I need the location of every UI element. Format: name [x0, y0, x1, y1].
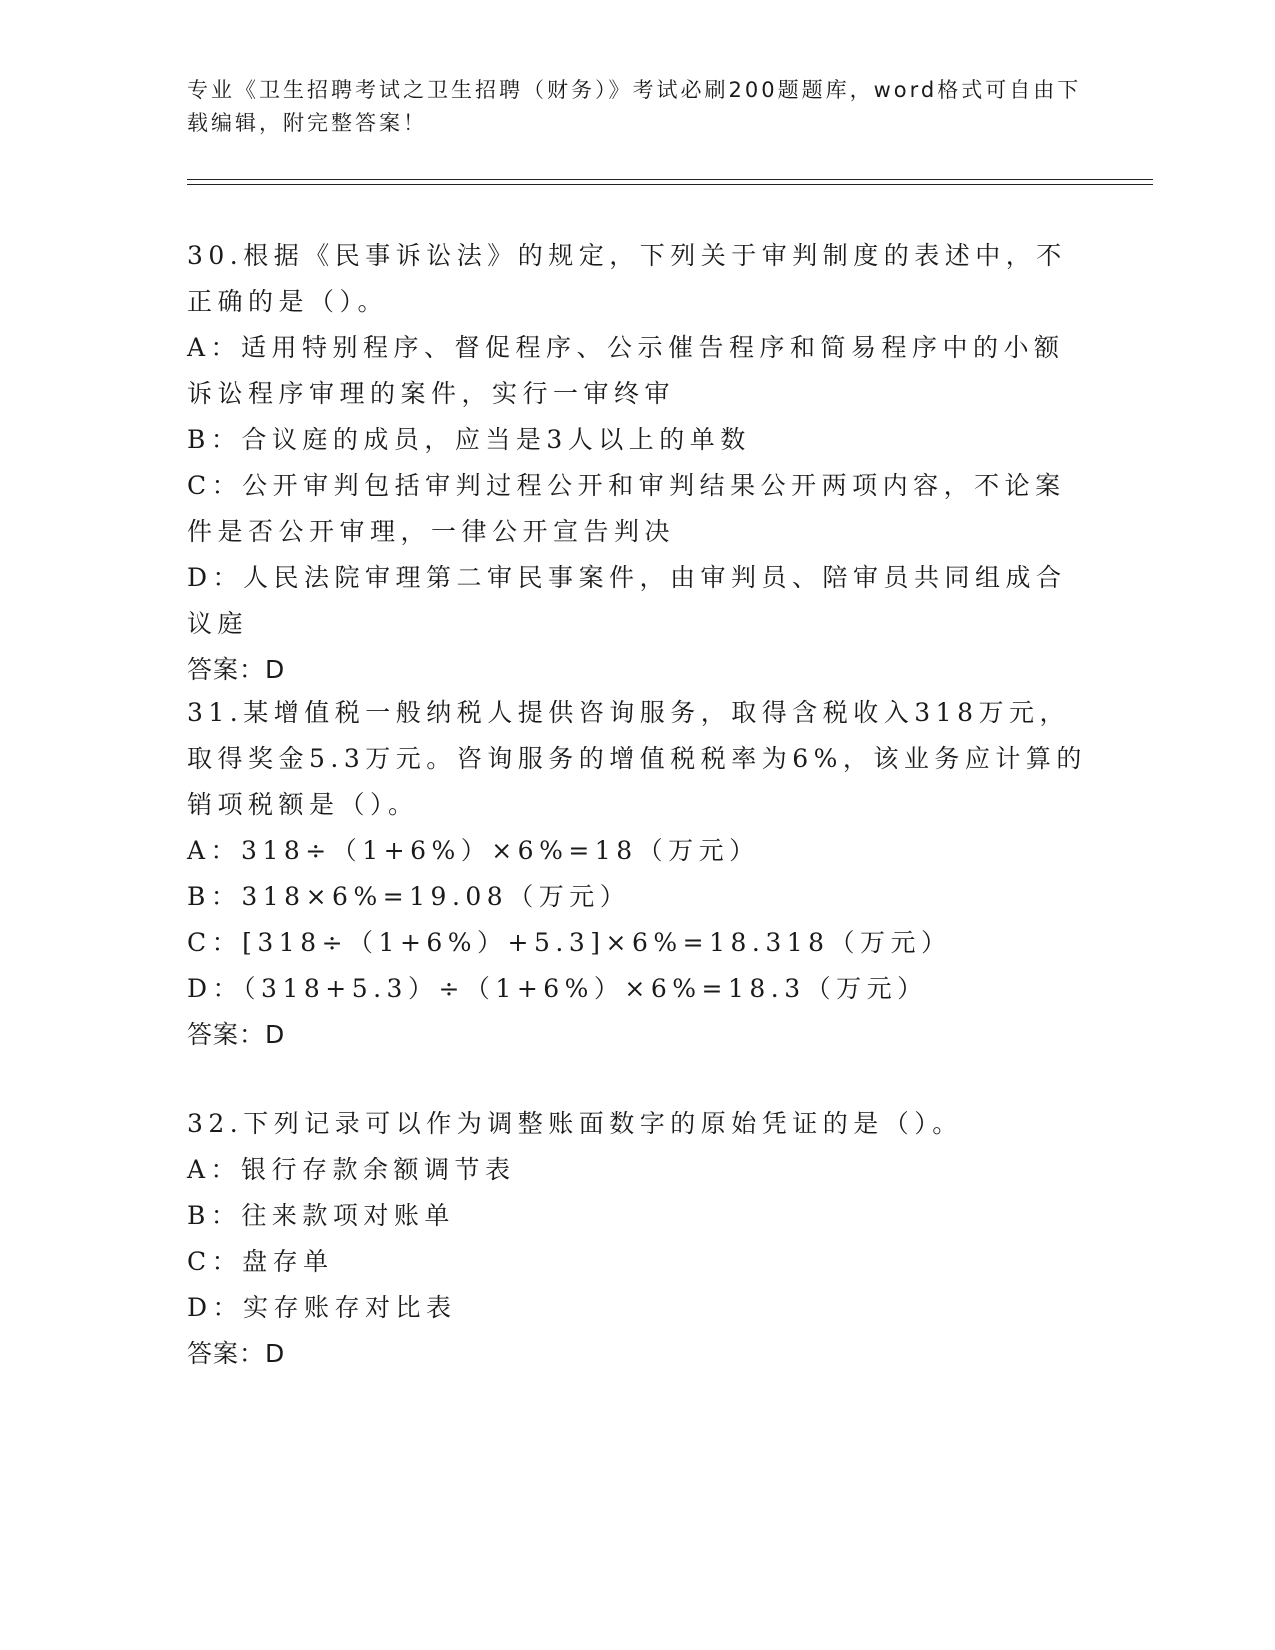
question-stem: 32.下列记录可以作为调整账面数字的原始凭证的是（）。: [187, 1109, 963, 1138]
document-header: 专业《卫生招聘考试之卫生招聘（财务）》考试必刷200题题库，word格式可自由下载编辑，附完整答案！: [187, 78, 1082, 135]
option-d: D：实存账存对比表: [187, 1293, 457, 1322]
header-rule-top: [187, 179, 1153, 180]
header-rule-bottom: [187, 184, 1153, 185]
option-c: C：公开审判包括审判过程公开和审判结果公开两项内容，不论案件是否公开审理，一律公开宣告判决: [187, 471, 1066, 546]
question-32: [187, 1101, 1087, 1377]
answer-line: 答案：D: [187, 1020, 286, 1049]
option-a: A：318÷（1+6%）×6%=18（万元）: [187, 836, 760, 865]
option-b: B：合议庭的成员，应当是3人以上的单数: [187, 425, 751, 454]
option-a: A：银行存款余额调节表: [187, 1155, 516, 1184]
question-stem: 31.某增值税一般纳税人提供咨询服务，取得含税收入318万元，取得奖金5.3万元。咨询服务的增值税税率为6%，该业务应计算的销项税额是（）。: [187, 698, 1087, 819]
option-b: B：318×6%=19.08（万元）: [187, 882, 631, 911]
option-c: C：[318÷（1+6%）+5.3]×6%=18.318（万元）: [187, 928, 952, 957]
option-c: C：盘存单: [187, 1247, 334, 1276]
question-31: [187, 690, 1087, 1058]
option-a: A：适用特别程序、督促程序、公示催告程序和简易程序中的小额诉讼程序审理的案件，实行一审终审: [187, 333, 1065, 408]
question-30: [187, 233, 1087, 693]
option-b: B：往来款项对账单: [187, 1201, 455, 1230]
answer-line: 答案：D: [187, 655, 286, 684]
question-stem: 30.根据《民事诉讼法》的规定，下列关于审判制度的表述中，不正确的是（）。: [187, 241, 1067, 316]
option-d: D：人民法院审理第二审民事案件，由审判员、陪审员共同组成合议庭: [187, 563, 1067, 638]
option-d: D：（318+5.3）÷（1+6%）×6%=18.3（万元）: [187, 974, 928, 1003]
answer-line: 答案：D: [187, 1339, 286, 1368]
